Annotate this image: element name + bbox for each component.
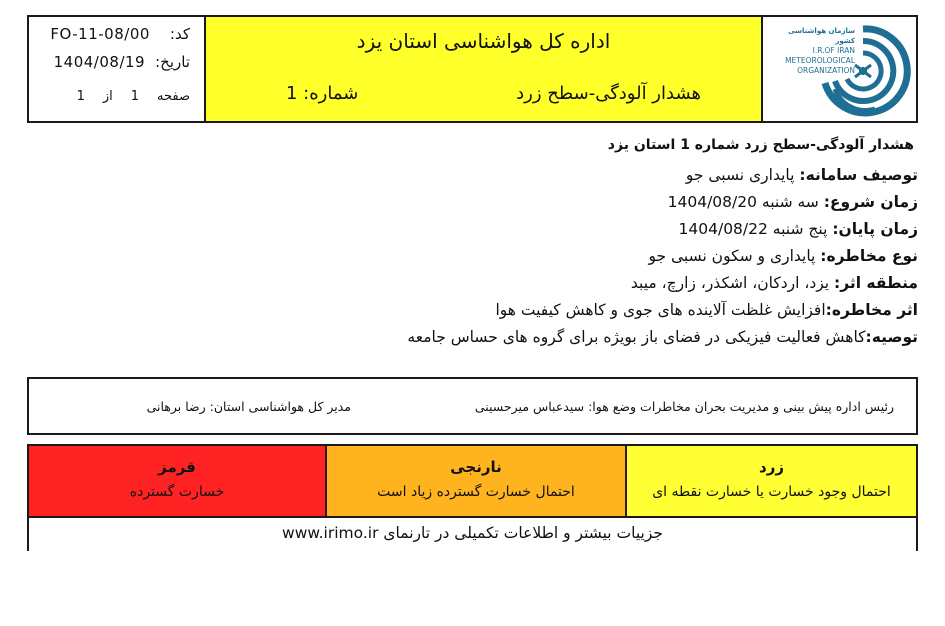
warning-levels-table [27,444,918,551]
warning-number: شماره: 1 [286,83,359,104]
date-label: تاریخ: [155,53,190,71]
field-system-description [38,162,918,189]
levels-row [29,446,916,518]
page-of: از [102,89,113,104]
warning-body [38,137,918,351]
code-value: FO-11-08/00 [50,25,150,43]
code-row [37,25,190,43]
field-value: سه شنبه 1404/08/20 [667,193,824,211]
signatures-box [27,377,918,435]
logo-text [775,26,855,76]
field-hazard-effect [38,297,918,324]
level-description: احتمال وجود خسارت یا خسارت نقطه ای [652,484,891,500]
field-hazard-type [38,243,918,270]
field-value: کاهش فعالیت فیزیکی در فضای باز بویژه برای گروه های حساس جامعه [407,328,866,346]
field-affected-area [38,270,918,297]
level-red [29,446,327,516]
document-header [27,15,918,123]
warning-heading: هشدار آلودگی-سطح زرد شماره 1 استان یزد [607,137,914,153]
page-label: صفحه [157,89,190,104]
level-name: زرد [759,458,784,476]
forecast-head-signature: رئیس اداره پیش بینی و مدیریت بحران مخاطرات وضع هوا: سیدعباس میرحسینی [474,399,894,414]
field-key: نوع مخاطره: [820,247,918,265]
level-name: نارنجی [450,458,502,476]
page-total: 1 [76,89,85,104]
field-start-time [38,189,918,216]
director-signature: مدیر کل هواشناسی استان: رضا برهانی [146,399,351,414]
field-key: زمان پایان: [832,220,918,238]
logo-fa-text: سازمان هواشناسی کشور [788,27,855,45]
document-meta [29,17,206,121]
level-orange [327,446,627,516]
date-row [37,53,190,71]
code-label: کد: [169,25,190,43]
warning-title: هشدار آلودگی-سطح زرد [516,83,701,104]
field-key: توصیه: [865,328,918,346]
field-key: اثر مخاطره: [825,301,918,319]
level-name: قرمز [158,458,196,476]
footer-more-info: جزییات بیشتر و اطلاعات تکمیلی در تارنمای www.irimo.ir [29,518,916,551]
field-value: پایداری نسبی جو [685,166,800,184]
level-description: خسارت گسترده [129,484,225,500]
page-row [37,89,190,104]
field-value: افزایش غلظت آلاینده های جوی و کاهش کیفیت هوا [495,301,826,319]
logo-en-line-1: I.R.OF IRAN [812,46,855,55]
field-recommendation [38,324,918,351]
title-cell [206,17,763,121]
field-value: پنج شنبه 1404/08/22 [678,220,833,238]
logo [763,17,916,121]
field-end-time [38,216,918,243]
field-value: پایداری و سکون نسبی جو [648,247,821,265]
field-key: زمان شروع: [823,193,918,211]
field-key: منطقه اثر: [834,274,918,292]
date-value: 1404/08/19 [53,53,146,71]
level-yellow [627,446,916,516]
field-value: یزد، اردکان، اشکذر، زارچ، میبد [630,274,835,292]
field-key: توصیف سامانه: [799,166,918,184]
logo-en-line-2: METEOROLOGICAL [785,56,855,65]
level-description: احتمال خسارت گسترده زیاد است [377,484,575,500]
logo-en-line-3: ORGANIZATION [797,66,855,75]
org-title: اداره کل هواشناسی استان یزد [356,29,611,53]
page-current: 1 [130,89,140,104]
